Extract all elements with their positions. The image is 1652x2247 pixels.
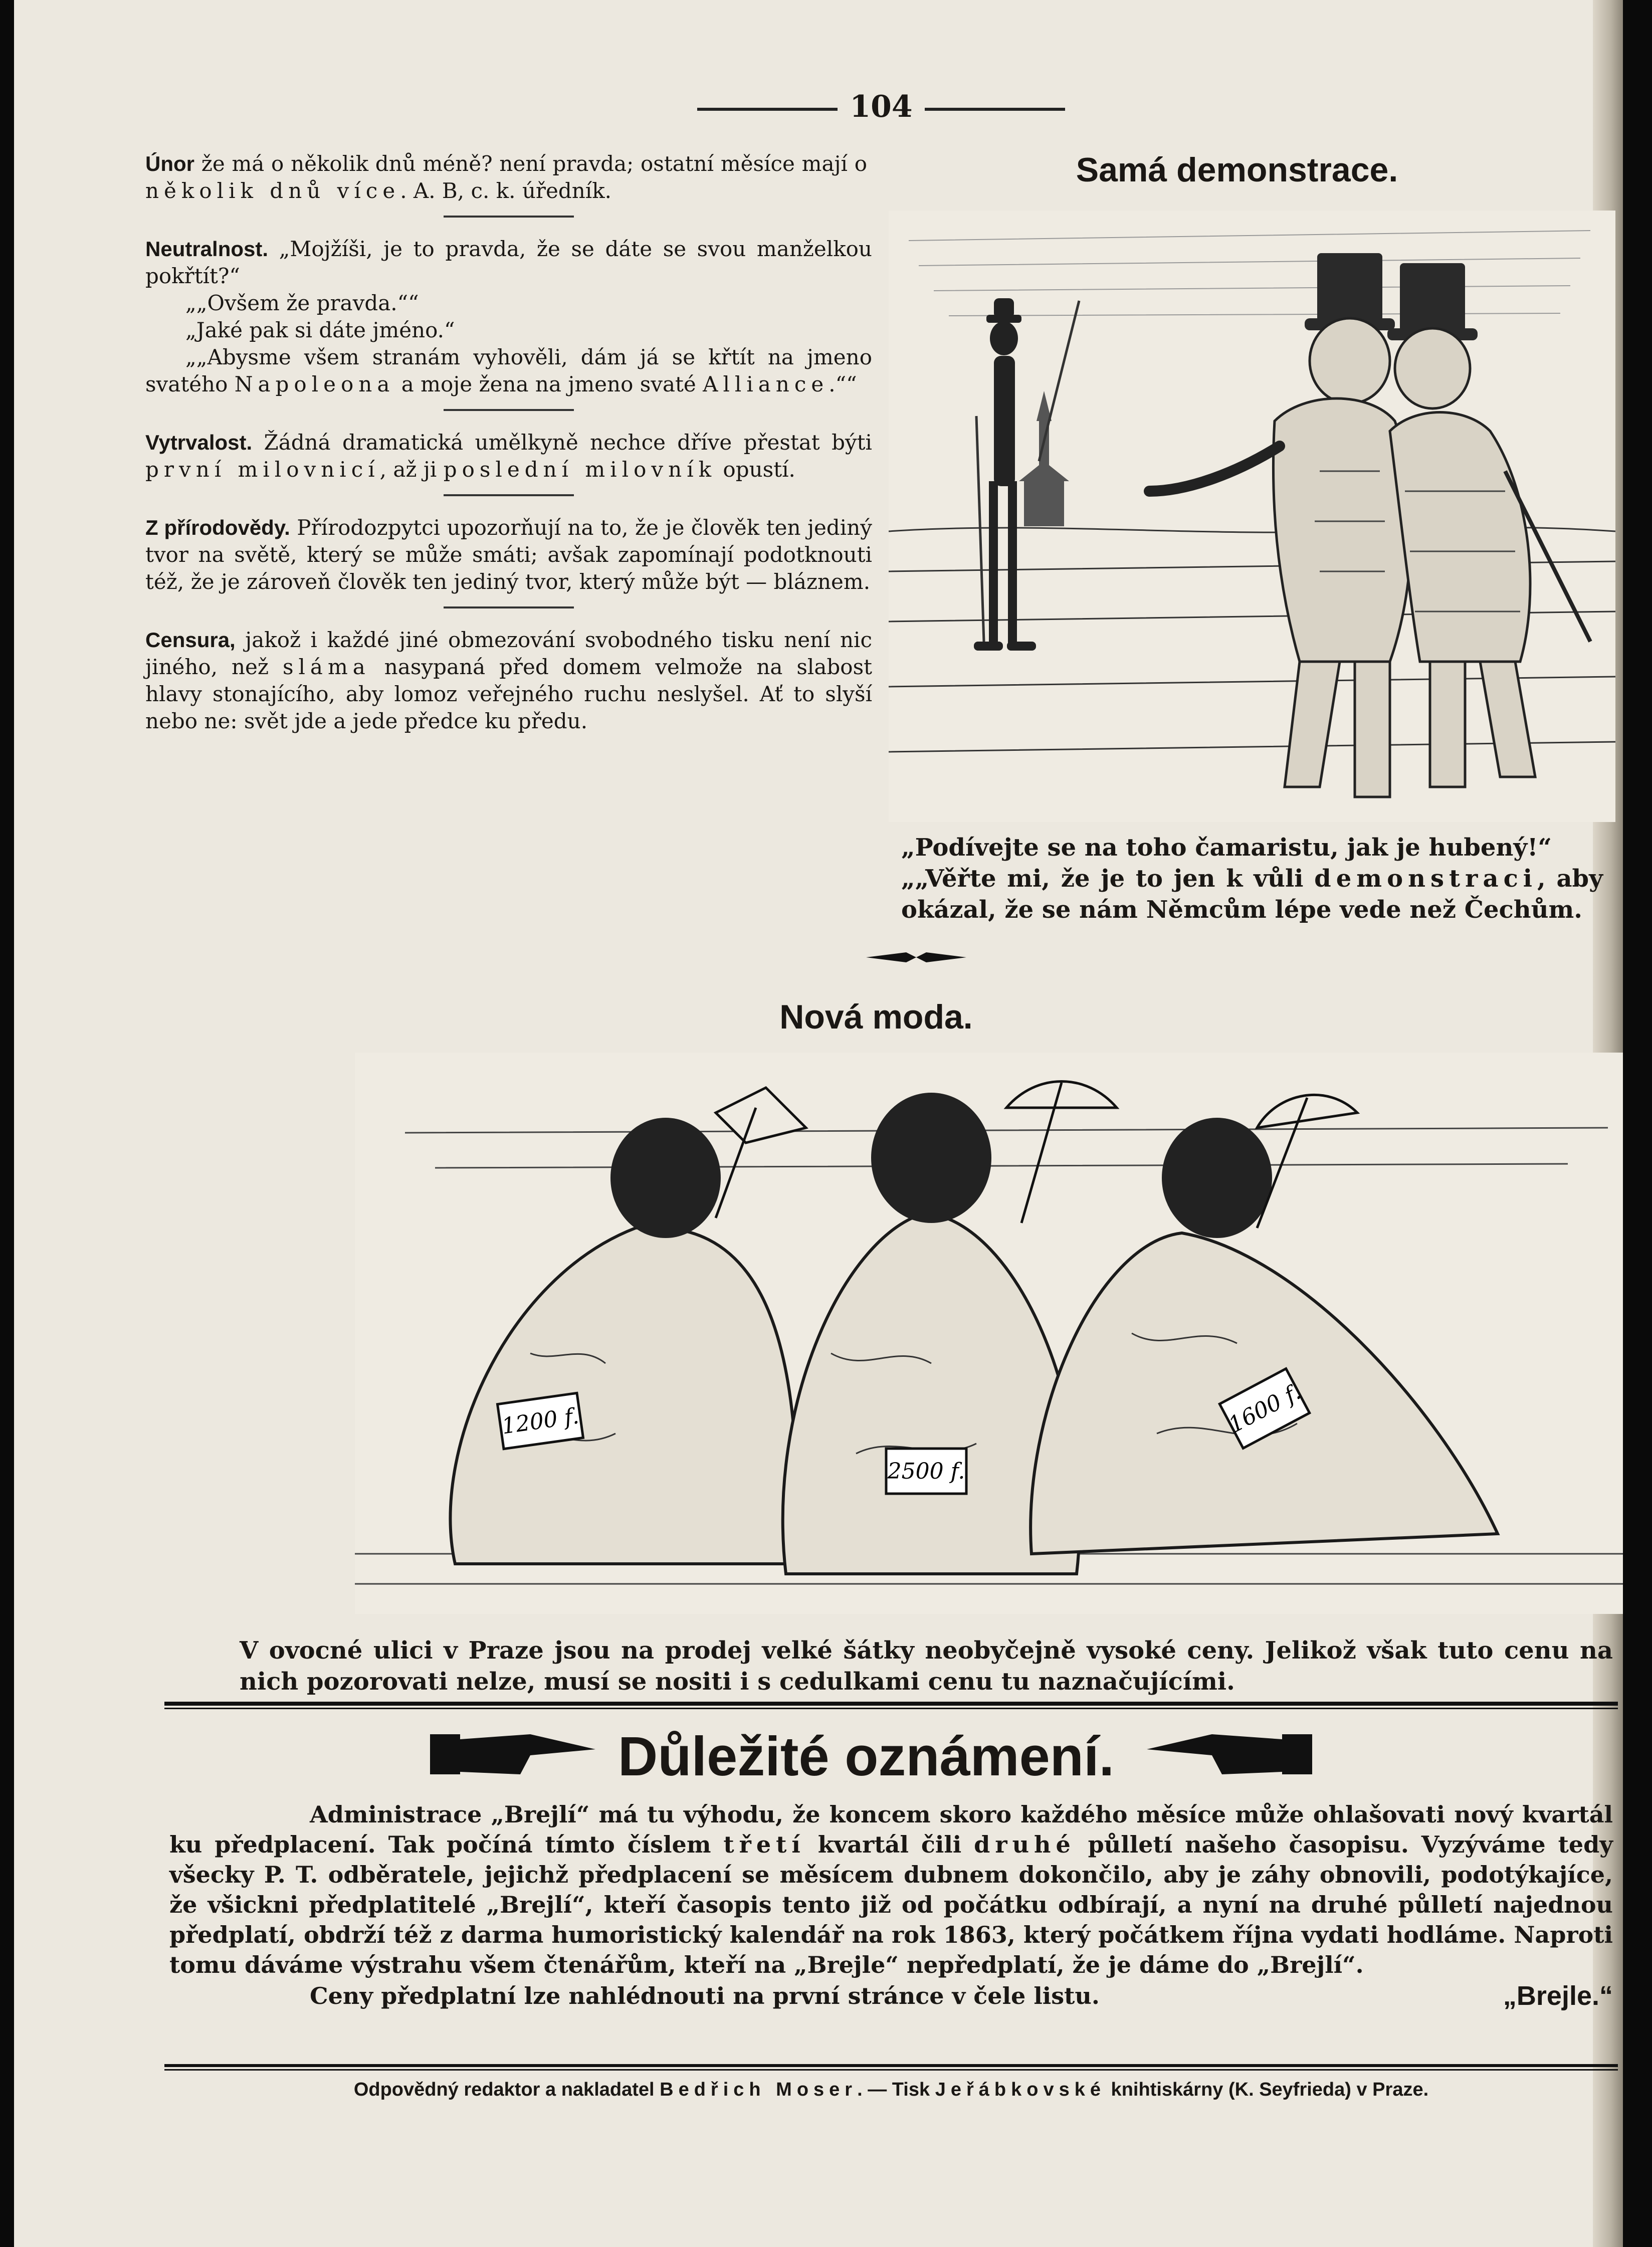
text: opustí. [716, 457, 795, 482]
spaced-text: Alliance [703, 372, 829, 396]
spaced-text: o několik dnů více [145, 151, 872, 203]
text: Žádná dramatická umělkyně nechce dříve přestat býti [252, 430, 872, 455]
text: , až ji [379, 457, 444, 482]
imprint-footer [189, 2079, 1593, 2101]
text: kvartál čili [805, 1831, 974, 1858]
separator [444, 216, 574, 218]
spaced-text: Jeřábkovské [935, 2079, 1106, 2100]
item-head: Únor [145, 152, 194, 175]
spaced-text: demonstraci [1314, 865, 1538, 893]
text: jakož i každé jiné obmezování svobodného tisku není nic jiného, než [145, 628, 872, 679]
cartoon2-illustration [355, 1053, 1623, 1614]
text: „„Ovšem že pravda.““ [185, 291, 419, 315]
announcement-closing [169, 1981, 1613, 2011]
price-tag-text: 1600 f. [1224, 1379, 1305, 1439]
text: Odpovědný redaktor a nakladatel [353, 2079, 660, 2100]
cartoon1-illustration [889, 211, 1615, 822]
announcement-title: Důležité oznámení. [617, 1726, 1115, 1787]
text: . — Tisk [857, 2079, 935, 2100]
text: „„Abysme všem stranám vyhověli, dám já se křtít na jmeno svatého [145, 345, 872, 396]
text: že má o několik dnů méně? není pravda; ostatní měsíce mají [194, 151, 855, 176]
ornament-left [697, 108, 838, 111]
cartoon2-title: Nová moda. [779, 998, 973, 1036]
item-head: Vytrvalost. [145, 431, 253, 454]
page-number [656, 89, 1107, 124]
cartoon2-caption: V ovocné ulici v Praze jsou na prodej velké šátky neobyčejně vysoké ceny. Jelikož však tuto cenu na nich pozorovati nelze, musí se nositi i s cedulkami cenu tu naznačujícími. [240, 1637, 1613, 1696]
text: knihtiskárny (K. Seyfrieda) v Praze. [1106, 2079, 1429, 2100]
pointing-hand-left-icon [1142, 1724, 1312, 1784]
left-column [145, 150, 872, 742]
pointing-hand-right-icon [430, 1724, 600, 1784]
item-prirodovedy [145, 514, 872, 595]
text: .““ [829, 372, 857, 396]
item-unor [145, 150, 872, 205]
price-tag-text: 2500 f. [887, 1459, 965, 1484]
text: Ceny předplatní lze nahlédnouti na první stránce v čele listu. [310, 1982, 1100, 2009]
text: „Mojžíši, je to pravda, že se dáte se svou manželkou pokřtít?“ [145, 237, 872, 288]
separator [444, 494, 574, 496]
spaced-text: Bedřich Moser [660, 2079, 858, 2100]
item-head: Neutralnost. [145, 237, 269, 261]
item-head: Z přírodovědy. [145, 516, 290, 539]
item-censura [145, 627, 872, 735]
spaced-text: třetí [723, 1831, 805, 1858]
spaced-text: poslední milovník [443, 457, 717, 482]
ornament-right [925, 108, 1065, 111]
text: Přírodozpytci upozorňují na to, že je člověk ten jediný tvor na světě, který se může smáti; avšak zapomínají podotknouti též, že je zároveň člověk ten jediný tvor, který může být — bláznem. [145, 515, 872, 594]
separator [444, 606, 574, 608]
text: . A. B, c. k. úředník. [400, 178, 612, 203]
text: půlletí našeho časopisu. Vyzýváme tedy všecky P. T. odběratele, jejichž předplacení se měsícem dubnem dokončilo, aby je záhy obnovili, podotýkajíce, že všickni předplatitelé „Brejlí“, kteří časopis tento již od počátku odbírají, a nyní na druhé půlletí najednou předplatí, obdrží též z darma humoristický kalendář na rok 1863, který počátkem října vydati hodláme. Naproti tomu dáváme výstrahu všem čtenářům, kteří na „Brejle“ nepředplatí, že je dáme do „Brejlí“. [169, 1831, 1613, 1978]
announcement-signature: „Brejle.“ [1503, 1981, 1613, 2011]
text: „Jaké pak si dáte jméno.“ [185, 318, 455, 342]
price-tag-1200 [498, 1393, 583, 1449]
caption-line-2: „„Věřte mi, že je to jen k vůli [901, 865, 1315, 893]
footer-rule [164, 2064, 1618, 2071]
announcement-top-rule [164, 1702, 1618, 1709]
item-vytrvalost [145, 429, 872, 483]
caption-line-1: „Podívejte se na toho čamaristu, jak je hubený!“ [901, 834, 1552, 862]
section-ornament [866, 950, 966, 965]
caption-line-2-end: , aby okázal, že se nám Němcům lépe vede než Čechům. [901, 865, 1603, 924]
spaced-text: druhé [974, 1831, 1076, 1858]
cartoon1-caption [901, 832, 1603, 925]
text: Administrace „Brejlí“ má tu výhodu, že koncem skoro každého měsíce může ohlašovati nový kvartál ku předplacení. Tak počíná tímto číslem [169, 1801, 1613, 1858]
spaced-text: první milovnicí [145, 457, 380, 482]
page-number-text: 104 [850, 89, 913, 124]
text: nasypaná před domem velmože na slabost hlavy stonajícího, aby lomoz veřejného ruchu neslyšel. Ať to slyší nebo ne: svět jde a jede předce ku předu. [145, 655, 872, 733]
announcement-body [169, 1799, 1613, 2011]
item-head: Censura, [145, 628, 236, 652]
spaced-text: Napoleona [234, 372, 395, 396]
price-tag-2500 [886, 1449, 966, 1494]
newspaper-page [14, 0, 1623, 2247]
separator [444, 409, 574, 411]
price-tag-text: 1200 f. [500, 1403, 581, 1440]
spaced-text: sláma [282, 655, 370, 679]
item-neutralnost [145, 236, 872, 398]
cartoon1-title: Samá demonstrace. [1076, 151, 1398, 189]
text: a moje žena na jmeno svaté [394, 372, 703, 396]
